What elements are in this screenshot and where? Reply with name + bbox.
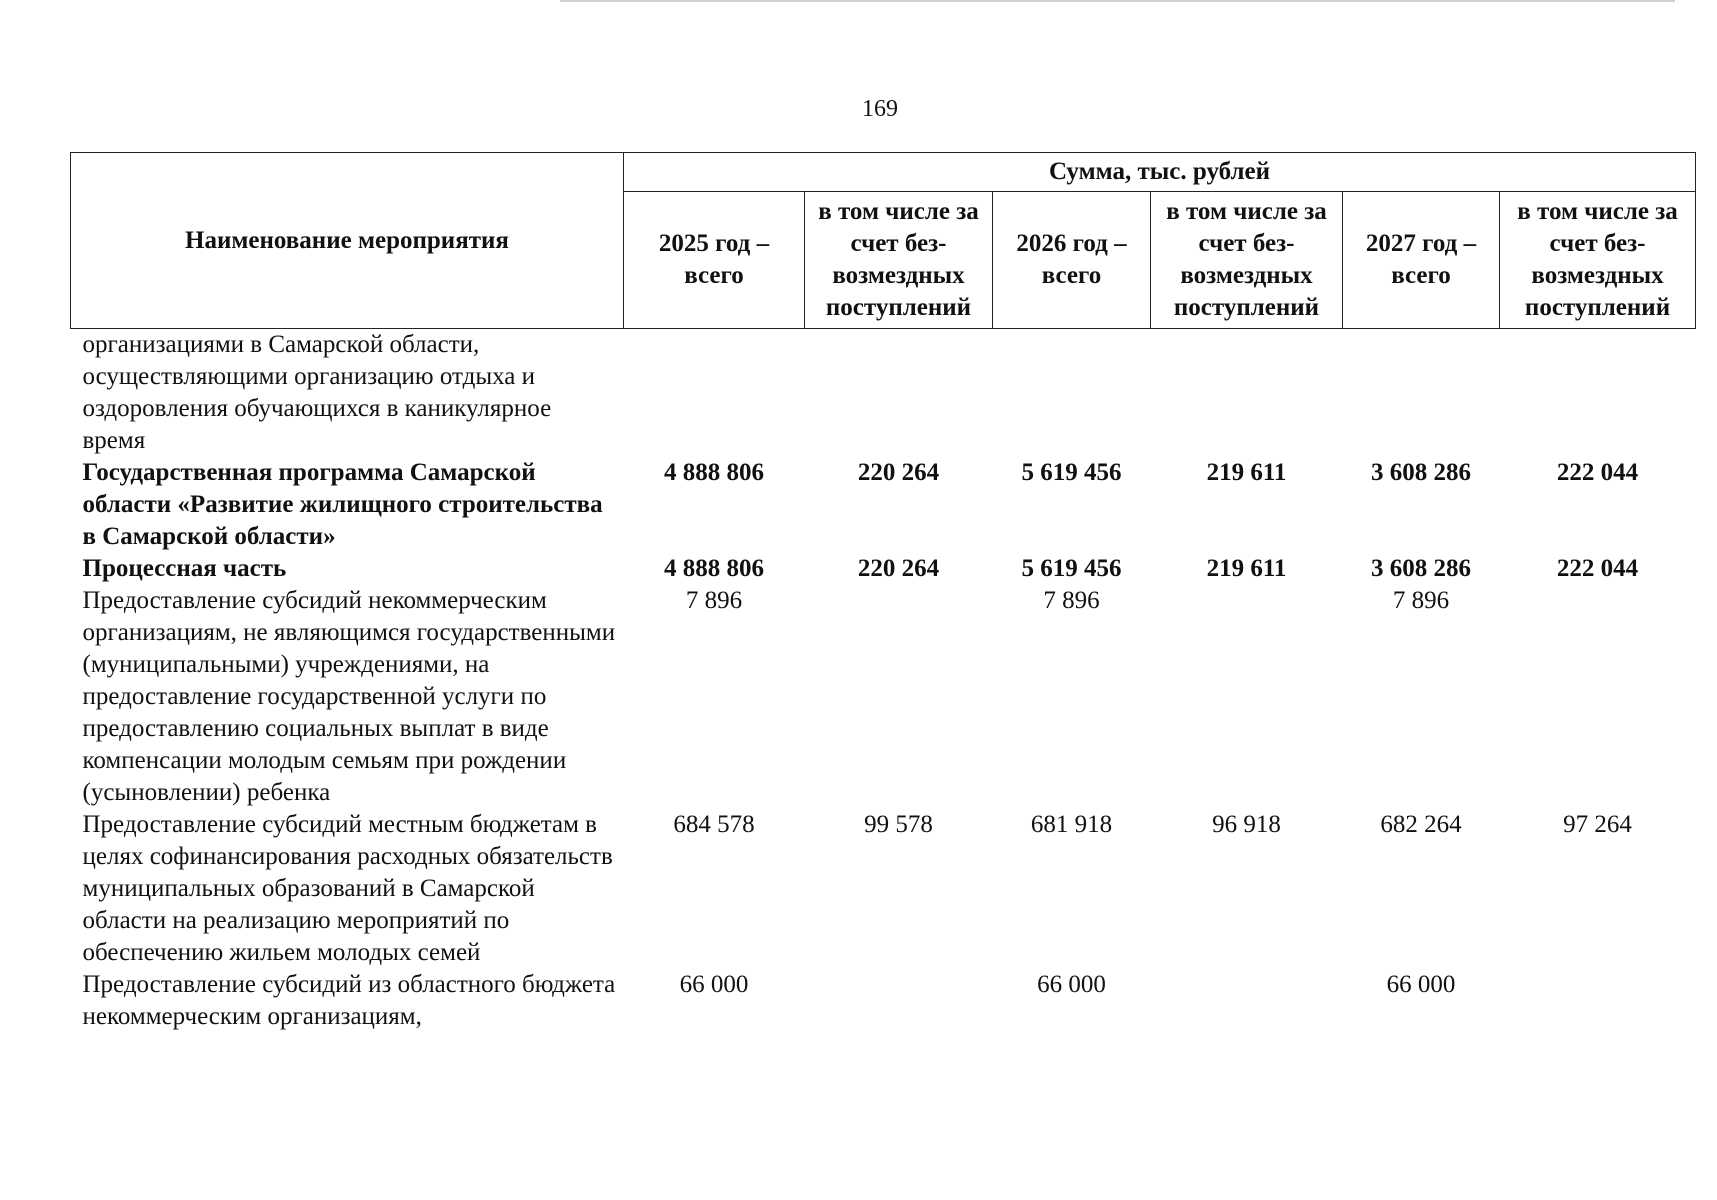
row-value-2027-grants <box>1500 329 1696 458</box>
header-2026-total: 2026 год – всего <box>993 192 1151 329</box>
row-value-2025-grants <box>805 585 993 809</box>
row-value-2026-grants <box>1151 585 1343 809</box>
row-value-2026-grants <box>1151 329 1343 458</box>
top-rule <box>560 0 1675 2</box>
row-name: организациями в Самарской области, осуществляющими организацию отдыха и оздоровления обучающихся в каникулярное время <box>82 331 552 454</box>
row-value-2025-total: 4 888 806 <box>664 459 764 486</box>
row-value-2025-grants <box>805 329 993 458</box>
row-value-2027-total: 3 608 286 <box>1371 555 1471 582</box>
table-body <box>71 329 1696 1034</box>
row-value-2025-grants: 99 578 <box>864 811 933 838</box>
table-row <box>71 585 1696 809</box>
page-number: 169 <box>862 96 898 122</box>
header-2027-total: 2027 год – всего <box>1343 192 1500 329</box>
table-row <box>71 553 1696 585</box>
header-2025-total: 2025 год – всего <box>624 192 805 329</box>
row-value-2026-grants: 219 611 <box>1206 459 1287 486</box>
table-header <box>71 153 1696 329</box>
header-2027-grants: в том числе за счет без-возмездных поступлений <box>1500 192 1696 329</box>
row-value-2026-total: 5 619 456 <box>1021 555 1122 582</box>
row-value-2027-grants: 222 044 <box>1556 555 1639 582</box>
row-value-2025-grants: 220 264 <box>857 459 940 486</box>
row-value-2027-grants: 97 264 <box>1563 811 1632 838</box>
row-value-2026-total <box>993 329 1151 458</box>
table-row <box>71 457 1696 553</box>
row-value-2027-total: 7 896 <box>1392 587 1450 614</box>
row-value-2027-grants: 222 044 <box>1556 459 1639 486</box>
row-name: Государственная программа Самарской области «Развитие жилищного строительства в Самарской области» <box>82 459 603 550</box>
row-value-2025-grants <box>805 969 993 1033</box>
header-name-column: Наименование мероприятия <box>71 153 624 329</box>
row-value-2026-grants: 219 611 <box>1206 555 1287 582</box>
row-value-2025-total: 66 000 <box>679 971 749 998</box>
row-value-2027-total: 66 000 <box>1386 971 1456 998</box>
row-value-2026-total: 7 896 <box>1043 587 1100 614</box>
row-value-2025-total: 684 578 <box>673 811 755 838</box>
row-value-2025-total: 7 896 <box>685 587 743 614</box>
table-row <box>71 969 1696 1033</box>
row-value-2026-grants <box>1151 969 1343 1033</box>
row-value-2025-total <box>624 329 805 458</box>
header-sum-group: Сумма, тыс. рублей <box>624 153 1696 192</box>
row-value-2025-grants: 220 264 <box>857 555 940 582</box>
row-value-2027-total: 3 608 286 <box>1371 459 1471 486</box>
row-name: Процессная часть <box>82 555 287 582</box>
row-name: Предоставление субсидий местным бюджетам в целях софинансирования расходных обязательств муниципальных образований в Самарской области на реализацию мероприятий по обеспечению жильем молодых семей <box>82 811 613 966</box>
row-value-2027-total: 682 264 <box>1380 811 1462 838</box>
row-name: Предоставление субсидий из областного бюджета некоммерческим организациям, <box>82 971 616 1030</box>
table-row <box>71 329 1696 458</box>
row-value-2027-grants <box>1500 585 1696 809</box>
row-value-2026-total: 66 000 <box>1037 971 1106 998</box>
row-name: Предоставление субсидий некоммерческим организациям, не являющимся государственными (муниципальными) учреждениями, на предоставление государственной услуги по предоставлению социальных выплат в виде компенсации молодым семьям при рождении (усыновлении) ребенка <box>82 587 616 806</box>
table-row <box>71 809 1696 969</box>
row-value-2027-total <box>1343 329 1500 458</box>
row-value-2026-total: 681 918 <box>1030 811 1113 838</box>
row-value-2025-total: 4 888 806 <box>664 555 764 582</box>
row-value-2027-grants <box>1500 969 1696 1033</box>
budget-table <box>70 152 1696 1033</box>
header-2026-grants: в том числе за счет без-возмездных поступлений <box>1151 192 1343 329</box>
header-2025-grants: в том числе за счет без-возмездных поступлений <box>805 192 993 329</box>
row-value-2026-total: 5 619 456 <box>1021 459 1122 486</box>
row-value-2026-grants: 96 918 <box>1212 811 1281 838</box>
